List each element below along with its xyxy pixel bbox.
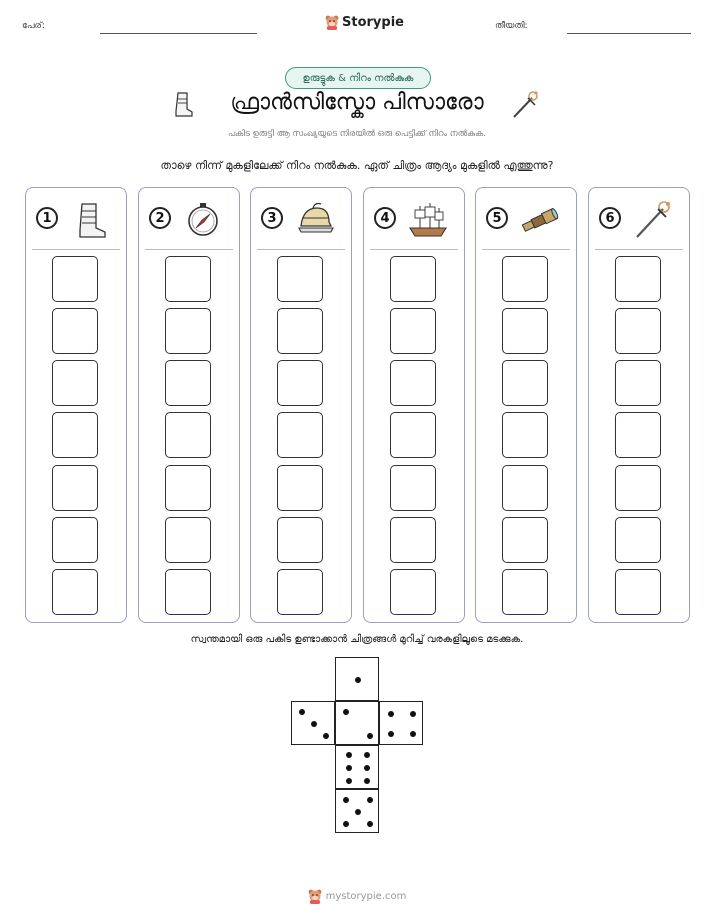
color-box[interactable] bbox=[615, 360, 661, 406]
color-box[interactable] bbox=[277, 517, 323, 563]
column-number: 6 bbox=[599, 207, 621, 229]
die-pip bbox=[388, 711, 394, 717]
name-line[interactable] bbox=[100, 33, 257, 34]
color-box[interactable] bbox=[52, 256, 98, 302]
die-pip bbox=[367, 733, 373, 739]
color-box[interactable] bbox=[277, 412, 323, 458]
color-box[interactable] bbox=[165, 308, 211, 354]
subtitle: പകിട ഉരുട്ടി ആ സംഖ്യയുടെ നിരയിൽ ഒരു പെട്ടിക്ക് നിറം നൽകുക. bbox=[228, 129, 486, 139]
bear-logo-icon bbox=[325, 14, 339, 30]
die-pip bbox=[299, 709, 305, 715]
brand-name: Storypie bbox=[342, 14, 404, 30]
die-pip bbox=[410, 731, 416, 737]
column-number: 4 bbox=[374, 207, 396, 229]
die-face-3 bbox=[291, 701, 335, 745]
helmet-icon bbox=[295, 200, 335, 240]
color-box[interactable] bbox=[52, 412, 98, 458]
footer-url[interactable]: mystorypie.com bbox=[325, 890, 407, 902]
column-4 bbox=[363, 187, 465, 623]
color-box[interactable] bbox=[502, 256, 548, 302]
boot-icon bbox=[172, 91, 194, 119]
color-box[interactable] bbox=[165, 412, 211, 458]
color-box[interactable] bbox=[502, 360, 548, 406]
die-pip bbox=[343, 821, 349, 827]
sword-icon bbox=[510, 90, 540, 120]
color-box[interactable] bbox=[277, 308, 323, 354]
column-divider bbox=[482, 249, 570, 250]
die-pip bbox=[410, 711, 416, 717]
column-divider bbox=[32, 249, 120, 250]
color-box[interactable] bbox=[390, 256, 436, 302]
name-label: പേര്: bbox=[22, 21, 45, 31]
color-box[interactable] bbox=[52, 308, 98, 354]
column-header bbox=[476, 188, 576, 250]
column-header bbox=[26, 188, 126, 250]
color-box[interactable] bbox=[277, 256, 323, 302]
color-box[interactable] bbox=[502, 465, 548, 511]
die-pip bbox=[364, 765, 370, 771]
color-box[interactable] bbox=[165, 517, 211, 563]
die-pip bbox=[364, 778, 370, 784]
color-box[interactable] bbox=[502, 517, 548, 563]
die-pip bbox=[355, 677, 361, 683]
color-box[interactable] bbox=[277, 465, 323, 511]
die-pip bbox=[343, 709, 349, 715]
color-box[interactable] bbox=[390, 360, 436, 406]
footer bbox=[0, 888, 714, 904]
die-pip bbox=[367, 821, 373, 827]
color-box[interactable] bbox=[165, 465, 211, 511]
die-pip bbox=[388, 731, 394, 737]
spyglass-icon bbox=[520, 200, 560, 240]
color-box[interactable] bbox=[52, 360, 98, 406]
column-header bbox=[589, 188, 689, 250]
color-box[interactable] bbox=[615, 569, 661, 615]
instruction: താഴെ നിന്ന് മുകളിലേക്ക് നിറം നൽകുക. ഏത് ചിത്രം ആദ്യം മുകളിൽ എത്തുന്നു? bbox=[160, 159, 554, 172]
boot-icon bbox=[70, 200, 110, 240]
column-5 bbox=[475, 187, 577, 623]
column-number: 2 bbox=[149, 207, 171, 229]
die-pip bbox=[367, 797, 373, 803]
die-pip bbox=[311, 721, 317, 727]
color-box[interactable] bbox=[615, 465, 661, 511]
dice-instruction: സ്വന്തമായി ഒരു പകിട ഉണ്ടാക്കാൻ ചിത്രങ്ങൾ മുറിച്ച് വരകളിലൂടെ മടക്കുക. bbox=[190, 634, 524, 645]
column-divider bbox=[257, 249, 345, 250]
ship-icon bbox=[408, 200, 448, 240]
color-box[interactable] bbox=[165, 360, 211, 406]
date-label: തീയതി: bbox=[495, 21, 528, 31]
color-box[interactable] bbox=[52, 569, 98, 615]
color-box[interactable] bbox=[165, 569, 211, 615]
column-6 bbox=[588, 187, 690, 623]
column-header bbox=[364, 188, 464, 250]
die-pip bbox=[355, 809, 361, 815]
column-divider bbox=[595, 249, 683, 250]
die-pip bbox=[364, 752, 370, 758]
die-pip bbox=[346, 778, 352, 784]
bear-logo-icon bbox=[308, 888, 322, 904]
color-box[interactable] bbox=[390, 517, 436, 563]
column-number: 3 bbox=[261, 207, 283, 229]
color-box[interactable] bbox=[502, 569, 548, 615]
color-box[interactable] bbox=[502, 412, 548, 458]
page-title: ഫ്രാൻസിസ്കോ പിസാരോ bbox=[230, 90, 484, 115]
color-box[interactable] bbox=[277, 360, 323, 406]
color-box[interactable] bbox=[390, 569, 436, 615]
die-face-6 bbox=[335, 745, 379, 789]
die-pip bbox=[346, 765, 352, 771]
color-box[interactable] bbox=[615, 308, 661, 354]
die-face-1 bbox=[335, 657, 379, 701]
die-face-4 bbox=[379, 701, 423, 745]
compass-icon bbox=[183, 200, 223, 240]
color-box[interactable] bbox=[52, 465, 98, 511]
color-box[interactable] bbox=[390, 465, 436, 511]
color-box[interactable] bbox=[615, 412, 661, 458]
column-header bbox=[251, 188, 351, 250]
brand-logo bbox=[325, 14, 404, 30]
color-box[interactable] bbox=[390, 412, 436, 458]
color-box[interactable] bbox=[615, 517, 661, 563]
column-3 bbox=[250, 187, 352, 623]
color-box[interactable] bbox=[502, 308, 548, 354]
date-line[interactable] bbox=[567, 33, 691, 34]
die-pip bbox=[323, 733, 329, 739]
color-box[interactable] bbox=[165, 256, 211, 302]
activity-badge: ഉരുട്ടുക & നിറം നൽകുക bbox=[285, 67, 431, 89]
column-header bbox=[139, 188, 239, 250]
column-2 bbox=[138, 187, 240, 623]
die-pip bbox=[346, 752, 352, 758]
column-number: 1 bbox=[36, 207, 58, 229]
die-pip bbox=[343, 797, 349, 803]
die-face-2 bbox=[335, 701, 379, 745]
color-box[interactable] bbox=[277, 569, 323, 615]
column-divider bbox=[145, 249, 233, 250]
color-box[interactable] bbox=[615, 256, 661, 302]
column-number: 5 bbox=[486, 207, 508, 229]
column-divider bbox=[370, 249, 458, 250]
column-1 bbox=[25, 187, 127, 623]
color-box[interactable] bbox=[390, 308, 436, 354]
die-face-5 bbox=[335, 789, 379, 833]
sword-icon bbox=[633, 200, 673, 240]
color-box[interactable] bbox=[52, 517, 98, 563]
